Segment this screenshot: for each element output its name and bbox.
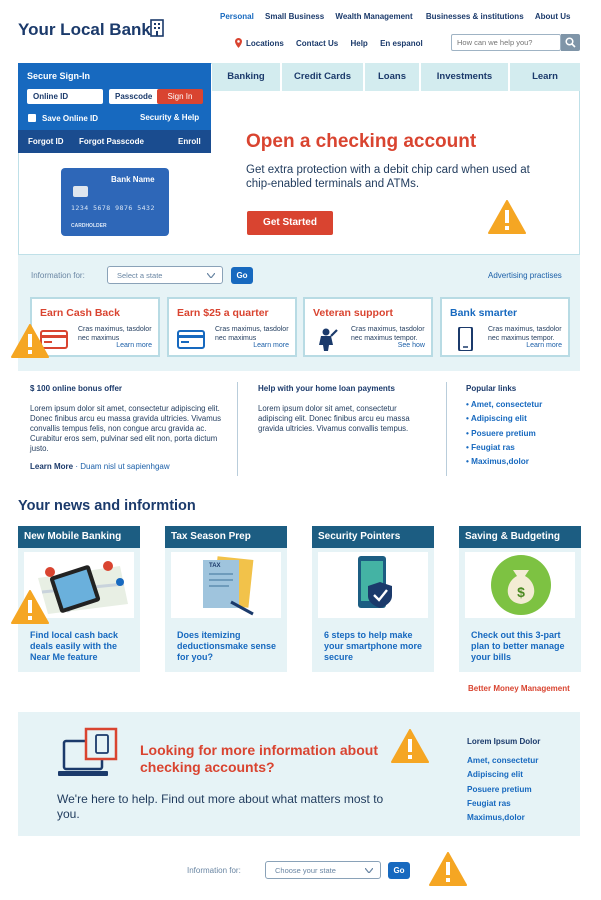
column-divider (237, 382, 238, 476)
promo-title: Earn Cash Back (40, 307, 120, 319)
news-card-text[interactable]: Check out this 3-part plan to better manage your bills (471, 630, 565, 662)
credit-card-image (61, 168, 169, 236)
money-bag-illustration (465, 552, 575, 618)
topnav-wealth[interactable]: Wealth Management (335, 12, 413, 21)
news-card-title: Security Pointers (312, 526, 434, 548)
topnav-about[interactable]: About Us (534, 12, 571, 21)
bonus-offer-title: $ 100 online bonus offer (30, 384, 123, 393)
column-divider (446, 382, 447, 476)
subnav-contact[interactable]: Contact Us (296, 39, 339, 48)
promo-title: Bank smarter (450, 307, 518, 319)
saluting-soldier-icon (313, 327, 343, 351)
mainnav-banking[interactable]: Banking (212, 63, 282, 91)
warning-icon (11, 590, 49, 624)
promo-desc: Cras maximus, tasdolor nec maximus (78, 326, 152, 342)
search-icon (561, 34, 580, 51)
topnav-personal[interactable]: Personal (220, 12, 254, 21)
search-button[interactable] (561, 34, 580, 51)
news-card-security[interactable] (312, 526, 434, 672)
info-panel-title: Looking for more information about checking accounts? (140, 742, 378, 775)
security-help-link[interactable]: Security & Help (140, 113, 200, 122)
promo-more[interactable]: Learn more (526, 342, 562, 349)
hero-body: Get extra protection with a debit chip card when used at chip-enabled terminals and ATMs. (246, 164, 530, 190)
promo-title: Earn $25 a quarter (177, 307, 269, 319)
footer-select-value: Choose your state (275, 866, 336, 875)
search-input[interactable] (451, 34, 561, 51)
news-heading: Your news and informtion (18, 498, 196, 514)
bonus-offer-body: Lorem ipsum dolor sit amet, consectetur adipiscing elit. Donec finibus arcu eu massa gravida ultricies. Vivamus convallis tempus felis, non congue arcu gravida ac. Curabitur eros sem, pulvinar sed elit non, porta dictum justo. (30, 404, 221, 453)
side-link[interactable]: Posuere pretium (467, 784, 532, 794)
tax-form-illustration (171, 552, 281, 618)
promo-cash-back[interactable] (30, 297, 160, 357)
forgot-id-link[interactable]: Forgot ID (28, 137, 64, 146)
news-card-title: Saving & Budgeting (459, 526, 581, 548)
side-links-title: Lorem Ipsum Dolor (467, 737, 541, 746)
mainnav-credit-cards[interactable]: Credit Cards (282, 63, 365, 91)
side-link[interactable]: Maximus,dolor (467, 813, 525, 823)
popular-link: • Adipiscing elit (466, 414, 527, 424)
subnav (246, 39, 423, 48)
info-label: Information for: (31, 271, 85, 280)
smartphone-icon (450, 327, 480, 351)
brand-logo[interactable]: Your Local Bank (18, 20, 151, 39)
card-bank-name: Bank Name (111, 175, 155, 184)
footer-go-button[interactable]: Go (388, 862, 410, 879)
home-loan-body: Lorem ipsum dolor sit amet, consectetur adipiscing elit. Donec finibus arcu eu massa gravida ultricies. Vivamus convallis tempus. (258, 404, 410, 433)
signin-footer (18, 130, 211, 153)
side-link[interactable]: Adipiscing elit (467, 770, 523, 780)
popular-link: • Feugiat ras (466, 442, 515, 452)
popular-link: • Maximus,dolor (466, 457, 529, 467)
promo-more[interactable]: Learn more (253, 342, 289, 349)
promo-desc: Cras maximus, tasdolor nec maximus (215, 326, 289, 342)
promo-veteran[interactable] (303, 297, 433, 357)
warning-icon (11, 324, 49, 358)
subnav-help[interactable]: Help (350, 39, 368, 48)
location-pin-icon (235, 38, 242, 48)
side-link[interactable]: Feugiat ras (467, 798, 511, 808)
bank-logo-icon (150, 19, 164, 37)
phone-shield-illustration (318, 552, 428, 618)
get-started-button[interactable]: Get Started (247, 211, 333, 235)
state-select[interactable] (107, 266, 223, 284)
learn-more-link[interactable]: Learn More (30, 462, 74, 471)
promo-desc: Cras maximus, tasdolor nec maximus tempor. (351, 326, 425, 342)
info-go-button[interactable]: Go (231, 267, 253, 284)
forgot-passcode-link[interactable]: Forgot Passcode (79, 137, 144, 146)
news-card-text[interactable]: 6 steps to help make your smartphone more secure (324, 630, 423, 662)
mainnav-learn[interactable]: Learn (532, 71, 558, 82)
news-card-title: New Mobile Banking (18, 526, 140, 548)
promo-desc: Cras maximus, tasdolor nec maximus tempor. (488, 326, 562, 342)
credit-card-icon (177, 327, 207, 351)
secondary-link[interactable]: · Duam nisl ut sapienhgaw (75, 462, 170, 471)
sign-in-button[interactable]: Sign In (157, 89, 203, 104)
warning-icon (488, 200, 526, 234)
card-chip (73, 186, 88, 197)
main-nav (212, 63, 580, 91)
popular-link: • Amet, consectetur (466, 400, 543, 409)
online-id-field[interactable]: Online ID (27, 89, 103, 104)
home-loan-title: Help with your home loan payments (258, 384, 395, 393)
warning-icon (391, 729, 429, 763)
mainnav-loans[interactable]: Loans (365, 63, 421, 91)
popular-links-list (466, 398, 542, 469)
side-link[interactable]: Amet, consectetur (467, 756, 539, 765)
news-card-text[interactable]: Does itemizing deductionsmake sense for you? (177, 630, 277, 662)
chevron-down-icon (365, 868, 373, 873)
news-card-text[interactable]: Find local cash back deals easily with the Near Me feature (30, 630, 119, 662)
enroll-link[interactable]: Enroll (178, 137, 201, 146)
news-card-saving[interactable] (459, 526, 581, 672)
save-id-checkbox[interactable] (28, 114, 36, 122)
promo-more[interactable]: Learn more (116, 342, 152, 349)
info-panel-body: We're here to help. Find out more about what matters most to you. (57, 792, 384, 821)
bonus-links (30, 462, 170, 471)
promo-title: Veteran support (313, 307, 393, 319)
footer-state-select[interactable] (265, 861, 381, 879)
card-number: 1234 5678 9876 5432 (71, 204, 155, 212)
subnav-locations[interactable]: Locations (246, 39, 284, 48)
svg-text:$: $ (517, 584, 525, 600)
advertising-link[interactable]: Advertising practises (488, 271, 562, 280)
state-select-value: Select a state (117, 271, 163, 280)
card-holder: CARDHOLDER (71, 223, 107, 229)
promo-earn-25[interactable] (167, 297, 297, 357)
subnav-language[interactable]: En espanol (380, 39, 423, 48)
save-id-label: Save Online ID (42, 114, 99, 123)
chevron-down-icon (207, 273, 215, 278)
side-links-list (467, 754, 538, 825)
top-nav (212, 12, 570, 21)
signin-title: Secure Sign-In (27, 71, 91, 81)
topnav-small-business[interactable]: Small Business (265, 12, 325, 21)
better-money-link[interactable]: Better Money Management (468, 684, 570, 693)
footer-info-label: Information for: (187, 866, 241, 875)
warning-icon (429, 852, 467, 886)
mainnav-investments[interactable]: Investments (421, 63, 510, 91)
laptop-tablet-icon (58, 727, 120, 783)
news-card-tax[interactable] (165, 526, 287, 672)
passcode-field[interactable]: Passcode (109, 89, 171, 104)
tax-label: TAX (209, 563, 221, 569)
news-card-title: Tax Season Prep (165, 526, 287, 548)
promo-bank-smarter[interactable] (440, 297, 570, 357)
promo-more[interactable]: See how (397, 342, 425, 349)
topnav-institutions[interactable]: Businesses & institutions (425, 12, 524, 21)
popular-link: • Posuere pretium (466, 428, 536, 438)
hero-title: Open a checking account (246, 131, 477, 152)
popular-links-title: Popular links (466, 384, 517, 393)
